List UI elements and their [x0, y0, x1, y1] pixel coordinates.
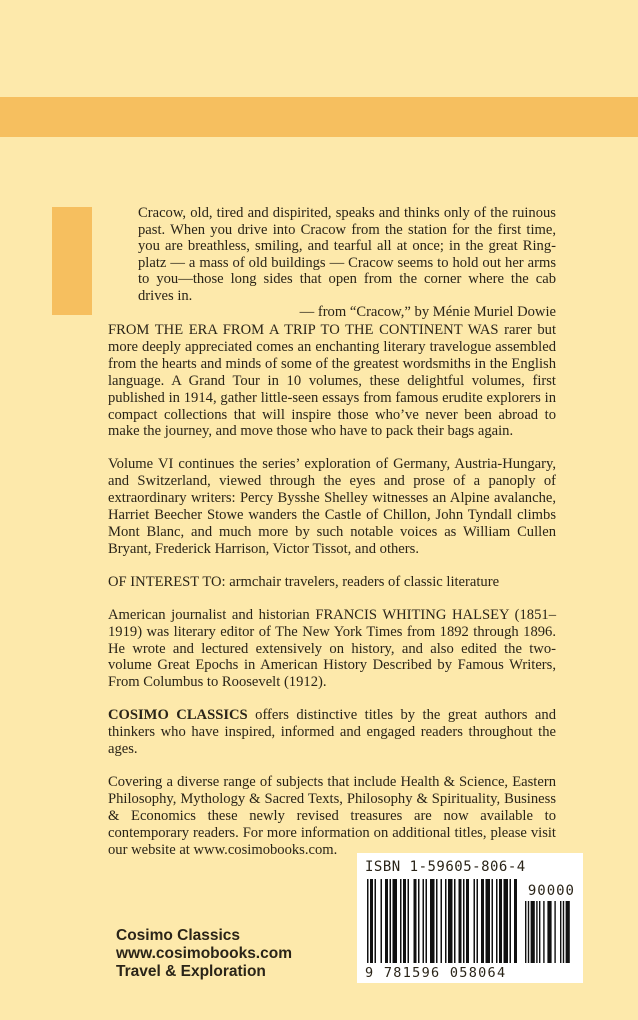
- addon-bar: [554, 901, 555, 963]
- barcode-bar: [423, 879, 425, 963]
- volume-paragraph: Volume VI continues the series’ exploration of Germany, Austria-Hungary, and Switzerland, viewed through the eyes and prose of a panoply of extraordinary writers: Percy Bysshe Shelley witnesses an Alpine avalanche, Harriet Beecher Stowe wanders the Castle of Chillon, John Tyndall climbs Mont Blanc, and much more by such notable voices as William Cullen Bryant, Frederick Harrison, Victor Tissot, and others.: [108, 456, 556, 557]
- barcode-bar: [510, 879, 512, 963]
- barcode-bars: [367, 879, 573, 965]
- back-cover-copy: [108, 322, 556, 874]
- addon-bar: [547, 901, 551, 963]
- barcode-bar: [459, 879, 462, 963]
- barcode-bar: [385, 879, 388, 963]
- barcode-bar: [454, 879, 456, 963]
- barcode-bar: [367, 879, 369, 963]
- barcode-bar: [430, 879, 435, 963]
- barcode-bar: [370, 879, 373, 963]
- addon-bar: [566, 901, 570, 963]
- barcode-bar: [481, 879, 484, 963]
- barcode-bar: [393, 879, 398, 963]
- barcode-bar: [375, 879, 377, 963]
- category-label: Travel & Exploration: [116, 963, 266, 980]
- barcode-bar: [492, 879, 494, 963]
- intro-paragraph: FROM THE ERA FROM A TRIP TO THE CONTINENT WAS rarer but more deeply appreciated comes an enchanting literary travelogue assembled from the hearts and minds of some of the greatest wordsmiths in the English language. A Grand Tour in 10 volumes, these delightful volumes, first published in 1914, gather little-seen essays from famous erudite explorers in compact collections that will inspire those who’ve never been abroad to make the journey, and move those who have to pack their bags again.: [108, 322, 556, 440]
- barcode-bar: [418, 879, 420, 963]
- barcode-bar: [381, 879, 383, 963]
- addon-bar: [543, 901, 544, 963]
- barcode-bar: [477, 879, 479, 963]
- covering-paragraph: Covering a diverse range of subjects that include Health & Science, Eastern Philosophy, Mythology & Sacred Texts, Philosophy & Spirituality, Business & Economics these newly revised treasures are now available to contemporary readers. For more information on additional titles, please visit our website at www.cosimobooks.com.: [108, 773, 556, 858]
- publisher-description: offers distinctive titles by the great authors and thinkers who have inspired, informed and engaged readers throughout the ages.: [108, 707, 556, 758]
- barcode-bar: [403, 879, 406, 963]
- barcode-bar: [448, 879, 453, 963]
- publisher-name: COSIMO CLASSICS: [108, 707, 248, 724]
- addon-bar: [563, 901, 564, 963]
- addon-bar: [525, 901, 526, 963]
- barcode-bar: [514, 879, 517, 963]
- barcode-digits: 9 781596 058064: [365, 965, 507, 981]
- barcode-bar: [466, 879, 469, 963]
- barcode-bar: [499, 879, 502, 963]
- barcode-bar: [390, 879, 392, 963]
- quote-attribution: — from “Cracow,” by Ménie Muriel Dowie: [299, 304, 556, 320]
- pull-quote: [108, 205, 556, 321]
- website-link[interactable]: www.cosimobooks.com: [116, 945, 292, 962]
- addon-bar: [528, 901, 529, 963]
- isbn-label: ISBN 1-59605-806-4: [365, 859, 526, 875]
- barcode-bar: [496, 879, 498, 963]
- quote-text: Cracow, old, tired and dispirited, speaks and thinks only of the ruinous past. When you drive into Cracow from the station for the first time, you are breathless, smiling, and tearful all at once; in the great Ring-platz — a mass of old buildings — Cracow seems to hold out her arms to you—those long sides that open from the corner where the cab drives in.: [138, 205, 556, 304]
- barcode-bar: [400, 879, 402, 963]
- barcode-bar: [463, 879, 465, 963]
- price-code: 90000: [527, 883, 575, 899]
- addon-bar: [539, 901, 540, 963]
- publisher-paragraph: [108, 707, 556, 758]
- barcode-bar: [441, 879, 443, 963]
- imprint-name: Cosimo Classics: [116, 927, 241, 944]
- addon-bar: [536, 901, 537, 963]
- barcode-bar: [486, 879, 491, 963]
- interest-paragraph: OF INTEREST TO: armchair travelers, readers of classic literature: [108, 573, 500, 590]
- barcode-bar: [445, 879, 447, 963]
- barcode-bar: [436, 879, 438, 963]
- barcode-bar: [504, 879, 509, 963]
- isbn-barcode: [357, 853, 583, 983]
- barcode-bar: [408, 879, 410, 963]
- barcode-bar: [426, 879, 428, 963]
- author-paragraph: American journalist and historian FRANCIS WHITING HALSEY (1851–1919) was literary editor of The New York Times from 1892 through 1896. He wrote and lectured extensively on history, and also edited the two-volume Great Epochs in American History Described by Famous Writers, From Columbus to Roosevelt (1912).: [108, 606, 556, 691]
- addon-bar: [560, 901, 561, 963]
- publisher-footer: [116, 927, 292, 981]
- barcode-bar: [474, 879, 476, 963]
- addon-bar: [531, 901, 535, 963]
- top-accent-band: [0, 97, 638, 137]
- barcode-bar: [414, 879, 417, 963]
- quote-accent-bar: [52, 207, 92, 315]
